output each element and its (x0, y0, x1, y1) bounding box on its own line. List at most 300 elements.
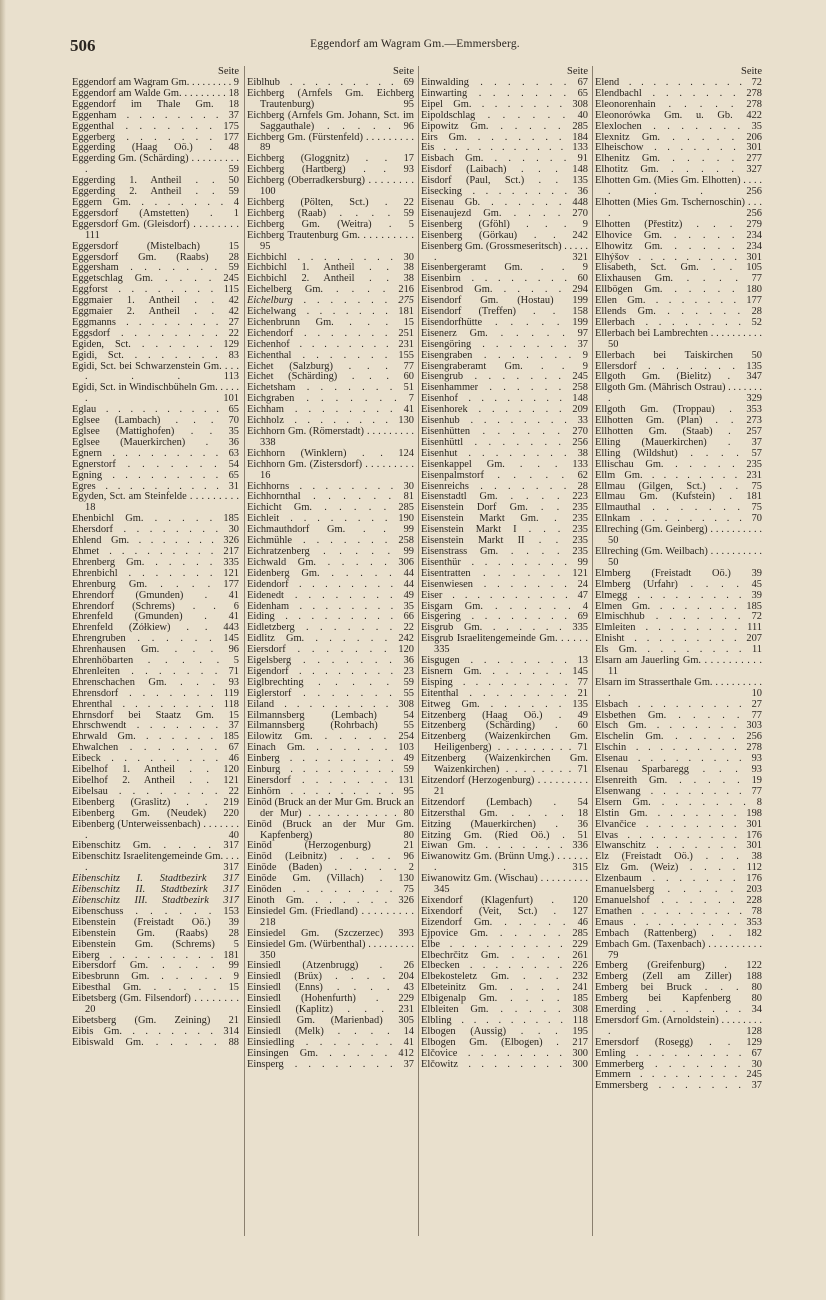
index-entry: Eidenedt . . . . . . . . 49 (247, 589, 414, 601)
index-entry: Eisenstein Markt I . . . 235 (421, 524, 588, 536)
index-entry: Eisbach Gm. . . . . . . 91 (421, 153, 588, 165)
index-entry: Eibenschitz Israelitengemeinde Gm. . . . . 317 (72, 851, 239, 874)
column-header-seite: Seite (741, 66, 762, 77)
index-entry: Elvančice . . . . . . . . 301 (595, 818, 762, 830)
index-entry: Elbogen (Aussig) . . . 195 (421, 1025, 588, 1037)
index-entry: Elzenbaum . . . . . . . 176 (595, 873, 762, 885)
index-entry: Emberg (Greifenburg) . 122 (595, 960, 762, 972)
index-entry: Egyden, Sct. am Steinfelde . . . . . . . . . 18 (72, 491, 239, 514)
index-entry: Egidi, Sct. . . . . . . . 83 (72, 349, 239, 361)
index-entry: Elschin . . . . . . . . . 278 (595, 742, 762, 754)
index-entry: Eichratzenberg . . . . . 99 (247, 545, 414, 557)
index-entry: Ehrenhöbarten . . . . . 5 (72, 655, 239, 667)
index-entry: Ehrenbichl . . . . . . . 121 (72, 567, 239, 579)
index-entry: Eilmannsberg (Rohrbach) 55 (247, 720, 414, 732)
index-entry: Elbling . . . . . . . . . 118 (421, 1014, 588, 1026)
index-entry: Eisenstrass Gm. . . . . 235 (421, 545, 588, 557)
index-entry: Eichelwang . . . . . . . 181 (247, 306, 414, 318)
index-entry: Ehrenschachen Gm. . . . 93 (72, 676, 239, 688)
index-entry: Egnern . . . . . . . . . 63 (72, 447, 239, 459)
index-entry: Ellmau (Gilgen, Sct.) . . 75 (595, 480, 762, 492)
index-entry: Einöd (Bruck an der Mur Gm. Kapfenberg) 80 (247, 818, 414, 841)
index-entry: Elmberg (Urfahr) . . . . 45 (595, 578, 762, 590)
index-entry: Eichbichl . . . . . . . . 30 (247, 251, 414, 263)
index-entry: Ehrenburg Gm. . . . . 177 (72, 578, 239, 590)
index-entry: Eibenschitz III. Stadtbezirk 317 (72, 894, 239, 906)
index-entry: Elsarn im Strasserthale Gm. . . . . . . . . . . 10 (595, 676, 762, 699)
index-entry: Elhotten Gm. (Mies Gm. Elhotten) . . . . . . . 256 (595, 175, 762, 198)
index-entry: Eidenham . . . . . . . . 35 (247, 600, 414, 612)
index-entry: Elmen Gm. . . . . . . . 185 (595, 600, 762, 612)
index-entry: Elsenau Sparbaregg . . . 93 (595, 764, 762, 776)
index-entry: Eichmauthdorf Gm. . . 99 (247, 524, 414, 536)
index-entry: Einöden . . . . . . . . 75 (247, 884, 414, 896)
index-entry: Eggern Gm. . . . . . . . 4 (72, 196, 239, 208)
index-entry: Eibetsberg (Gm. Zeining) 21 (72, 1014, 239, 1026)
index-entry: Eggerberg . . . . . . . 177 (72, 131, 239, 143)
index-entry: Eipowitz Gm. . . . . . 285 (421, 120, 588, 132)
index-entry: Eichenhof . . . . . . . . 231 (247, 338, 414, 350)
index-entry: Eizendorf Gm. . . . . . 46 (421, 916, 588, 928)
index-entry: Eibenberg Gm. (Neudek) 220 (72, 807, 239, 819)
index-entry: Einsiedl (Melk) . . . . 14 (247, 1025, 414, 1037)
index-entry: Eilowitz Gm. . . . . . 254 (247, 731, 414, 743)
index-entry: Elbekosteletz Gm. . . . 232 (421, 971, 588, 983)
index-entry: Elsern Gm. . . . . . . . 8 (595, 796, 762, 808)
index-entry: Egidi, Sct. bei Schwarzenstein Gm. . . . . . . 113 (72, 360, 239, 383)
index-entry: Eiser . . . . . . . . . . 47 (421, 589, 588, 601)
index-entry: Elbogen Gm. (Elbogen) . 217 (421, 1036, 588, 1048)
index-entry: Einersdorf . . . . . . . 131 (247, 775, 414, 786)
index-entry: Eisenstein Markt Gm. . 235 (421, 513, 588, 525)
index-entry: Elvas . . . . . . . . . . 176 (595, 829, 762, 841)
index-entry: Eipoldschlag . . . . . . 40 (421, 109, 588, 121)
index-entry: Eisenberg (Görkau) . . 242 (421, 229, 588, 241)
index-entry: Eidlitz Gm. . . . . . . 242 (247, 633, 414, 645)
index-entry: Eisenberg (Gföhl) . . . 9 (421, 218, 588, 230)
index-entry: Eggforst . . . . . . . . 115 (72, 284, 239, 296)
index-entry: Ehrnsdorf bei Staatz Gm. 15 (72, 709, 239, 721)
index-entry: Eiwan Gm. . . . . . . . 336 (421, 840, 588, 852)
index-columns (70, 66, 766, 1236)
index-entry: Ejpovice Gm. . . . . . 285 (421, 927, 588, 939)
index-entry: Ellm Gm. . . . . . . . . 231 (595, 469, 762, 481)
column-header-seite: Seite (218, 66, 239, 77)
index-entry: Elling (Wildshut) . . . . 57 (595, 447, 762, 459)
index-entry: Eglsee (Mattighofen) . . 35 (72, 426, 239, 437)
index-entry: Ellnkam . . . . . . . . . 70 (595, 513, 762, 525)
index-entry: Elsbethen Gm. . . . . . 77 (595, 709, 762, 721)
index-entry: Eisengraben . . . . . . . 9 (421, 349, 588, 361)
index-entry: Eichenbrunn Gm. . . . 15 (247, 316, 414, 328)
index-entry: Eichwald Gm. . . . . . 306 (247, 556, 414, 568)
index-entry: Elčovice . . . . . . . . 300 (421, 1047, 588, 1059)
index-entry: Eisdorf (Laibach) . . . 148 (421, 164, 588, 176)
index-entry: Eisenhütten . . . . . . 270 (421, 426, 588, 437)
index-entry: Eibenschitz Gm. . . . . 317 (72, 840, 239, 852)
index-entry: Einberg . . . . . . . . . 49 (247, 753, 414, 765)
index-entry: Eibelhof 1. Antheil . . 120 (72, 764, 239, 776)
index-entry: Eitzendorf (Lembach) . 54 (421, 796, 588, 808)
index-entry: Einsiedl (Brüx) . . . . 204 (247, 971, 414, 983)
index-entry: Elexlochen . . . . . . . 35 (595, 120, 762, 132)
index-entry: Elmberg (Freistadt Oö.) 39 (595, 567, 762, 579)
index-entry: Elsch Gm. . . . . . . . 303 (595, 720, 762, 732)
index-entry: Eichholz . . . . . . . . 130 (247, 415, 414, 427)
index-entry: Eichberg (Gloggnitz) . . 17 (247, 153, 414, 165)
index-entry: Elheischow . . . . . . . 301 (595, 142, 762, 154)
index-entry: Einsiedl (Kaplitz) . . . 231 (247, 1004, 414, 1016)
index-entry: Eiberg . . . . . . . . . 181 (72, 949, 239, 961)
index-entry: Eixendorf (Klagenfurt) . 120 (421, 894, 588, 906)
index-entry: Elbeteinitz Gm. . . . . 241 (421, 982, 588, 994)
index-entry: Eisenau Gb. . . . . . . 448 (421, 196, 588, 208)
index-entry: Eiglerstorf . . . . . . . 55 (247, 687, 414, 699)
index-entry: Eichhorn Gm. (Römerstadt) . . . . . . . . . 338 (247, 426, 414, 448)
index-entry: Eggerding 2. Antheil . . 59 (72, 186, 239, 198)
index-entry: Ellends Gm. . . . . . . 28 (595, 306, 762, 318)
index-entry: Elhotten (Přestitz) . . . 279 (595, 218, 762, 230)
index-entry: Eisenaujezd Gm. . . . . 270 (421, 207, 588, 219)
index-entry: Eichberg Gm. (Fürstenfeld) . . . . . . . . . 89 (247, 131, 414, 154)
index-entry: Eibenschitz II. Stadtbezirk 317 (72, 884, 239, 896)
index-entry: Eibeck . . . . . . . . . 46 (72, 753, 239, 765)
index-entry: Einhörn . . . . . . . . . 95 (247, 785, 414, 797)
index-entry: Ehrenberg Gm. . . . . . 335 (72, 556, 239, 568)
index-entry: Eibetsberg (Gm. Filsendorf) . . . . . . . . 20 (72, 993, 239, 1016)
index-entry: Egres . . . . . . . . . . 31 (72, 480, 239, 492)
index-entry: Eichberg (Raab) . . . . 59 (247, 207, 414, 219)
index-entry: Einsiedel Gm. (Friedland) . . . . . . . . . 218 (247, 905, 414, 928)
index-entry: Ehrenhausen Gm. . . . 96 (72, 644, 239, 656)
index-entry: Eggerding (Haag Oö.) . 48 (72, 142, 239, 154)
index-entry: Ellmau Gm. (Kufstein) . 181 (595, 491, 762, 503)
index-entry: Ehrendorf (Schrems) . . 6 (72, 600, 239, 612)
index-entry: Eibersdorf Gm. . . . . 99 (72, 960, 239, 972)
index-entry: Ellgoth Gm. (Bielitz) . 347 (595, 371, 762, 383)
index-entry: Elz Gm. (Weiz) . . . . 112 (595, 862, 762, 874)
index-entry: Elend . . . . . . . . . . 72 (595, 77, 762, 88)
index-entry: Eggersdorf Gm. (Gleisdorf) . . . . . . . . 111 (72, 218, 239, 241)
index-entry: Eisendorfhütte . . . . . 199 (421, 316, 588, 328)
index-entry: Ellreching (Gm. Weilbach) . . . . . . . . . . 50 (595, 545, 762, 568)
index-entry: Eggerding Gm. (Schärding) . . . . . . . . . . 59 (72, 153, 239, 176)
index-entry: Eisenpalmstorf . . . . . 62 (421, 469, 588, 481)
index-entry: Eisgugen . . . . . . . . 13 (421, 655, 588, 667)
index-entry: Eichbichl 1. Antheil . . 38 (247, 262, 414, 274)
index-entry: Elsarn am Jauerling Gm. . . . . . . . . . . 11 (595, 655, 762, 677)
index-entry: Ehrschwendt . . . . . . . 37 (72, 720, 239, 732)
index-entry: Ehersdorf . . . . . . . . 30 (72, 524, 239, 536)
index-entry: Ellerbach . . . . . . . . 52 (595, 316, 762, 328)
index-entry: Ellischau Gm. . . . . . 235 (595, 458, 762, 470)
index-entry: Eggersdorf (Mistelbach) 15 (72, 240, 239, 252)
index-entry: Eisengrub . . . . . . . 245 (421, 371, 588, 383)
index-entry: Eggersham . . . . . . . 59 (72, 262, 239, 274)
index-entry: Eiersdorf . . . . . . . 120 (247, 644, 414, 656)
index-entry: Eggenthal . . . . . . . 175 (72, 120, 239, 132)
index-entry: Eibiswald Gm. . . . . . 88 (72, 1036, 239, 1048)
index-entry: Eichhorn Gm. (Zistersdorf) . . . . . . . . . 16 (247, 458, 414, 481)
index-entry: Eibenberg (Unterweissenbach) . . . . . . . . 40 (72, 818, 239, 841)
index-entry: Eichberg (Hartberg) . . 93 (247, 164, 414, 176)
index-entry: Elstin Gm. . . . . . . . 198 (595, 807, 762, 819)
index-entry: Eitzenberg (Waizenkirchen Gm. Heiligenberg) . . . . . . . . . 71 (421, 731, 588, 754)
index-entry: Eiwanowitz Gm. (Brünn Umg.) . . . . . . . . 315 (421, 851, 588, 874)
index-column-2 (244, 66, 416, 1236)
column-header-seite: Seite (393, 66, 414, 77)
index-entry: Eichetsham . . . . . . . 51 (247, 382, 414, 394)
index-entry: Elhenitz Gm. . . . . . 277 (595, 153, 762, 165)
index-entry: Ehrenleiten . . . . . . . 71 (72, 665, 239, 677)
index-entry: Eirs Gm. . . . . . . . 184 (421, 131, 588, 143)
index-entry: Eisenhüttl . . . . . . . 256 (421, 436, 588, 448)
index-entry: Eisenthür . . . . . . . . 99 (421, 556, 588, 568)
index-entry: Ehrenthal . . . . . . . . 118 (72, 698, 239, 710)
index-entry: Elmischhub . . . . . . . 72 (595, 611, 762, 623)
index-entry: Einsiedl (Atzenbrugg) . 26 (247, 960, 414, 972)
index-entry: Eitzenberg (Waizenkirchen Gm. Waizenkirchen) . . . . . . . . 71 (421, 753, 588, 776)
index-entry: Ellbögen Gm. . . . . . 180 (595, 284, 762, 296)
index-entry: Eibelhof 2. Antheil . . 121 (72, 775, 239, 786)
index-entry: Els Gm. . . . . . . . . 11 (595, 644, 762, 656)
index-entry: Elhotitz Gm. . . . . . 327 (595, 164, 762, 176)
index-entry: Eibenstein (Freistadt Oö.) 39 (72, 916, 239, 928)
index-entry: Elbechrčitz Gm. . . . . 261 (421, 949, 588, 961)
index-entry: Emmersberg . . . . . . . 37 (595, 1080, 762, 1092)
index-entry: Eiland . . . . . . . . . 308 (247, 698, 414, 710)
index-entry: Einsiedl (Hohenfurth) . 229 (247, 993, 414, 1005)
index-entry: Einoth Gm. . . . . . . 326 (247, 894, 414, 906)
index-entry: Eigelsberg . . . . . . . 36 (247, 655, 414, 667)
index-entry: Elhýšov . . . . . . . . . 301 (595, 251, 762, 263)
index-entry: Einöd (Bruck an der Mur Gm. Bruck an der Mur) . . . . . . . . . . 80 (247, 796, 414, 819)
index-entry: Emberg bei Kapfenberg 80 (595, 993, 762, 1005)
index-entry: Ellersdorf . . . . . . . 135 (595, 360, 762, 372)
index-entry: Eisgarn Gm. . . . . . . 4 (421, 600, 588, 612)
index-entry: Emmern . . . . . . . . . 245 (595, 1069, 762, 1081)
index-entry: Eleonorenhain . . . . . 278 (595, 98, 762, 110)
index-entry: Eggendorf im Thale Gm. 18 (72, 98, 239, 110)
index-entry: Eitzenberg (Haag Oö.) . 49 (421, 709, 588, 721)
index-entry: Eglsee (Mauerkirchen) . 36 (72, 436, 239, 448)
index-entry: Ehmet . . . . . . . . . 217 (72, 545, 239, 557)
index-entry: Eisgrub Israelitengemeinde Gm. . . . . . 335 (421, 633, 588, 656)
index-entry: Elexnitz Gm. . . . . . 206 (595, 131, 762, 143)
index-entry: Elschelin Gm. . . . . . 256 (595, 731, 762, 743)
index-entry: Elnisht . . . . . . . . . 207 (595, 633, 762, 645)
index-entry: Elmegg . . . . . . . . . 39 (595, 589, 762, 601)
index-entry: Eitenthal . . . . . . . . 21 (421, 687, 588, 699)
index-entry: Eipel Gm. . . . . . . . 308 (421, 98, 588, 110)
index-entry: Eidletzberg . . . . . . . 22 (247, 622, 414, 634)
index-entry: Eitzendorf (Herzogenburg) . . . . . . . . . 21 (421, 775, 588, 797)
index-entry: Emmerberg . . . . . . . 30 (595, 1058, 762, 1070)
index-entry: Emathen . . . . . . . . . 78 (595, 905, 762, 917)
index-entry: Eibis Gm. . . . . . . . 314 (72, 1025, 239, 1037)
index-entry: Eglau . . . . . . . . . . 65 (72, 404, 239, 416)
page-edge-shadow (0, 0, 6, 1300)
index-entry: Eisecking . . . . . . . . 36 (421, 186, 588, 198)
index-entry: Eidenberg Gm. . . . . . 44 (247, 567, 414, 579)
index-entry: Eisentratten . . . . . . 121 (421, 567, 588, 579)
index-entry: Eibesbrunn Gm. . . . . . 9 (72, 971, 239, 983)
index-entry: Eisendorf (Treffen) . . 158 (421, 306, 588, 318)
index-entry: Eichhornthal . . . . . . 81 (247, 491, 414, 503)
index-entry: Einwalding . . . . . . . 67 (421, 77, 588, 88)
index-entry: Eibenberg (Graslitz) . . 219 (72, 796, 239, 808)
index-entry: Elixhausen Gm. . . . . 77 (595, 273, 762, 285)
index-entry: Eleonorówka Gm. u. Gb. 422 (595, 109, 762, 121)
index-entry: Egnerstorf . . . . . . . 54 (72, 458, 239, 470)
index-entry: Eisengöring . . . . . . . 37 (421, 338, 588, 350)
index-entry: Eichendorf . . . . . . . 251 (247, 327, 414, 339)
index-entry: Emanuelshof . . . . . . 228 (595, 894, 762, 906)
index-entry: Elmleiten . . . . . . . . 111 (595, 622, 762, 634)
index-entry: Eisenstein Markt II . . 235 (421, 535, 588, 547)
index-entry: Embach Gm. (Taxenbach) . . . . . . . . . . 79 (595, 938, 762, 961)
index-entry: Eisenreichs . . . . . . . 28 (421, 480, 588, 492)
index-entry: Egning . . . . . . . . . 65 (72, 469, 239, 481)
index-entry: Ehenbichl Gm. . . . . . 185 (72, 513, 239, 525)
index-entry: Eichhorn (Winklern) . . 124 (247, 447, 414, 459)
index-entry: Eggersdorf (Amstetten) . 1 (72, 207, 239, 219)
index-column-3 (418, 66, 590, 1236)
index-entry: Eichhorns . . . . . . . . 30 (247, 480, 414, 492)
index-entry: Emerding . . . . . . . . 34 (595, 1004, 762, 1016)
index-entry: Eichmühle . . . . . . . 258 (247, 535, 414, 547)
index-entry: Eibenschuss . . . . . . 153 (72, 905, 239, 917)
index-entry: Einach Gm. . . . . . . 103 (247, 742, 414, 754)
index-entry: Elisabeth, Sct. Gm. . . 105 (595, 262, 762, 274)
index-entry: Ehlend Gm. . . . . . . . 326 (72, 535, 239, 547)
index-entry: Elhowitz Gm. . . . . . 234 (595, 240, 762, 252)
index-entry: Elbigenalp Gm. . . . . 185 (421, 993, 588, 1005)
index-entry: Ehrensdorf . . . . . . . 119 (72, 687, 239, 699)
index-entry: Elsenau . . . . . . . . . 93 (595, 753, 762, 765)
index-entry: Einsperg . . . . . . . . 37 (247, 1058, 414, 1070)
index-entry: Eichbichl 2. Antheil . . 38 (247, 273, 414, 285)
index-entry: Einöd (Leibnitz) . . . . 96 (247, 851, 414, 863)
index-entry: Eisenhorek . . . . . . . 209 (421, 404, 588, 416)
index-entry: Eisping . . . . . . . . . 77 (421, 676, 588, 688)
index-entry: Einsiedel Gm. (Szczerzec) 393 (247, 927, 414, 939)
index-entry: Eisgering . . . . . . . . 69 (421, 611, 588, 623)
index-entry: Ellhotten Gm. (Staab) . 257 (595, 426, 762, 437)
index-entry: Ellreching (Gm. Geinberg) . . . . . . . . . . 50 (595, 524, 762, 547)
index-entry: Emling . . . . . . . . . 67 (595, 1047, 762, 1059)
index-entry: Eggmaier 2. Antheil . . 42 (72, 306, 239, 318)
index-entry: Eisenhof . . . . . . . . 148 (421, 393, 588, 405)
index-entry: Einsingen Gm. . . . . . 412 (247, 1047, 414, 1059)
index-entry: Eiglbrechting . . . . . 59 (247, 676, 414, 688)
index-entry: Eggendorf am Walde Gm. . . . . . . . . 18 (72, 87, 239, 99)
index-entry: Ellhotten Gm. (Plan) . . 273 (595, 415, 762, 427)
index-entry: Ellerbach bei Lambrechten . . . . . . . . . . 50 (595, 327, 762, 350)
index-entry: Elčowitz . . . . . . . . 300 (421, 1058, 588, 1070)
index-entry: Eixendorf (Veit, Sct.) . 127 (421, 905, 588, 917)
index-entry: Ehwalchen . . . . . . . 67 (72, 742, 239, 754)
index-entry: Ehrwald Gm. . . . . . . 185 (72, 731, 239, 743)
index-entry: Ellerbach bei Taiskirchen 50 (595, 349, 762, 361)
index-entry: Eisenhut . . . . . . . . 38 (421, 447, 588, 459)
index-entry: Embach (Rattenberg) . . 182 (595, 927, 762, 939)
index-entry: Egidi, Sct. in Windischbüheln Gm. . . . . . 101 (72, 382, 239, 405)
index-entry: Eichham . . . . . . . . 41 (247, 404, 414, 416)
index-entry: Einburg . . . . . . . . . 59 (247, 764, 414, 776)
index-entry: Eggenham . . . . . . . . 37 (72, 109, 239, 121)
index-entry: Elz (Freistadt Oö.) . . . 38 (595, 851, 762, 863)
running-title: Eggendorf am Wagram Gm.—Emmersberg. (310, 38, 520, 50)
index-entry: Eichgraben . . . . . . . 7 (247, 393, 414, 405)
index-entry: Eggersdorf Gm. (Raabs) 28 (72, 251, 239, 263)
index-entry: Eichberg (Arnfels Gm. Johann, Sct. im Saggauthale) . . . . . 96 (247, 109, 414, 132)
index-entry: Emersdorf Gm. (Arnoldstein) . . . . . . . . . 128 (595, 1014, 762, 1037)
index-column-1 (70, 66, 241, 1236)
index-entry: Einsiedel Gm. (Würbenthal) . . . . . . . . . 350 (247, 938, 414, 961)
index-entry: Elbecken . . . . . . . . 226 (421, 960, 588, 972)
index-entry: Elsbach . . . . . . . . . 27 (595, 698, 762, 710)
index-entry: Eggerding 1. Antheil . . 50 (72, 175, 239, 187)
index-entry: Elendbachl . . . . . . . 278 (595, 87, 762, 99)
index-entry: Ellgoth Gm. (Troppau) . 353 (595, 404, 762, 416)
index-entry: Eisenerz Gm. . . . . . 97 (421, 327, 588, 339)
index-entry: Eisenbirn . . . . . . . . 60 (421, 273, 588, 285)
index-entry: Eichet (Schärding) . . . 60 (247, 371, 414, 383)
index-entry: Eibenstein Gm. (Schrems) 5 (72, 938, 239, 950)
index-entry: Eichberg (Arnfels Gm. Eichberg Trautenburg) 95 (247, 87, 414, 110)
index-entry: Eichelberg Gm. . . . . 216 (247, 284, 414, 296)
index-entry: Eisenhammer . . . . . . 258 (421, 382, 588, 394)
index-entry: Eichberg Gm. (Weitra) . 5 (247, 218, 414, 230)
index-entry: Eibenstein Gm. (Raabs) 28 (72, 927, 239, 939)
index-entry: Einöde (Baden) . . . . . 2 (247, 862, 414, 874)
index-entry: Eichberg (Oberradkersburg) . . . . . . . . 100 (247, 175, 414, 198)
index-entry: Einsiedling . . . . . . . 41 (247, 1036, 414, 1048)
index-entry: Eggendorf am Wagram Gm. . . . . . . . . 9 (72, 77, 239, 88)
index-entry: Ellgoth Gm. (Mährisch Ostrau) . . . . . . . . 329 (595, 382, 762, 405)
index-entry: Eitzersthal Gm. . . . . 18 (421, 807, 588, 819)
index-entry: Eglsee (Lambach) . . . 70 (72, 415, 239, 427)
index-entry: Einwarting . . . . . . . 65 (421, 87, 588, 99)
index-entry: Eggmanns . . . . . . . . 27 (72, 316, 239, 328)
index-entry: Eisengraberamt Gm. . . 9 (421, 360, 588, 372)
index-entry: Eisenstadtl Gm. . . . . 223 (421, 491, 588, 503)
index-entry: Elsenreith Gm. . . . . . 19 (595, 775, 762, 786)
index-entry: Eichelburg . . . . . . . 275 (247, 295, 414, 307)
index-entry: Eisdorf (Paul, Sct.) . . 135 (421, 175, 588, 187)
index-entry: Emaus . . . . . . . . . 353 (595, 916, 762, 928)
index-entry: Elwanschitz . . . . . . . 301 (595, 840, 762, 852)
page-header (70, 36, 760, 56)
index-entry: Eis . . . . . . . . . . . 133 (421, 142, 588, 154)
index-entry: Eisenstein Dorf Gm. . . 235 (421, 502, 588, 514)
index-entry: Ehrenfeld (Zółkiew) . . 443 (72, 622, 239, 634)
index-entry: Eisendorf Gm. (Hostau) 199 (421, 295, 588, 307)
index-entry: Eitweg Gm. . . . . . . 135 (421, 698, 588, 710)
index-entry: Eisenbrod Gm. . . . . . 294 (421, 284, 588, 296)
index-entry: Eichenthal . . . . . . . 155 (247, 349, 414, 361)
index-entry: Ehrengruben . . . . . . 145 (72, 633, 239, 645)
index-entry: Elling (Mauerkirchen) . 37 (595, 436, 762, 448)
index-entry: Eisenkappel Gm. . . . 133 (421, 458, 588, 470)
index-entry: Emanuelsberg . . . . . 203 (595, 884, 762, 896)
index-entry: Eichicht Gm. . . . . . 285 (247, 502, 414, 514)
index-entry: Elhotten (Mies Gm. Tschernoschin) . . . . 256 (595, 196, 762, 219)
index-entry: Ellmauthal . . . . . . . 75 (595, 502, 762, 514)
index-entry: Eibesthal Gm. . . . . . 15 (72, 982, 239, 994)
index-entry: Eichleit . . . . . . . . 190 (247, 513, 414, 525)
